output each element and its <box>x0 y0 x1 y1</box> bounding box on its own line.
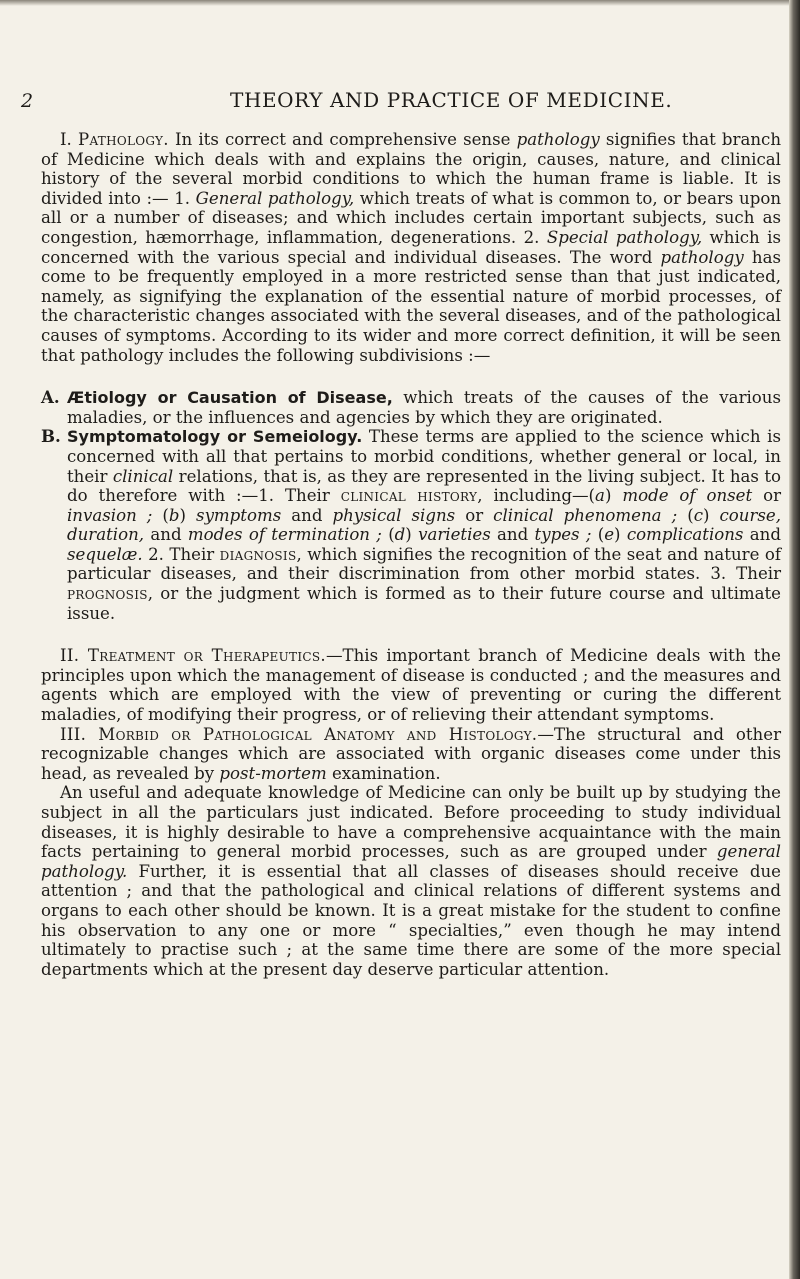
spacer <box>41 365 781 388</box>
paragraph-treatment: II. Treatment or Therapeutics.—This important branch of Medicine deals with the principles upon which the management of disease is conducted ; and the measures and agents which are employed with the view of preventing or curing the different maladies, of modifying their progress, or of relieving their attendant symptoms. <box>41 646 781 725</box>
spacer <box>41 623 781 646</box>
running-title: THEORY AND PRACTICE OF MEDICINE. <box>230 88 673 112</box>
paragraph-pathology: I. Pathology. In its correct and comprehensive sense pathology signifies that branch of Medicine which deals with and explains the origin, causes, nature, and clinical history of the several morbid conditions to which the human frame is liable. It is divided into :— 1. General pathology, which treats of what is common to, or bears upon all or a number of diseases; and which includes certain important subjects, such as congestion, hæmorrhage, inflammation, degenerations. 2. Special pathology, which is concerned with the various special and individual diseases. The word pathology has come to be frequently employed in a more restricted sense than that just indicated, namely, as signifying the explanation of the essential nature of morbid processes, of the characteristic changes associated with the several diseases, and of the pathological causes of symptoms. According to its wider and more correct definition, it will be seen that pathology includes the following subdivisions :— <box>41 130 782 365</box>
subsection-label-a: A. <box>41 387 60 408</box>
paragraph-morbid-anatomy: III. Morbid or Pathological Anatomy and Histology.—The structural and other recognizable changes which are associated with organic diseases come under this head, as revealed by post-mortem examination. <box>41 724 781 783</box>
subsection-label-b: B. <box>41 426 61 447</box>
subsection-symptomatology <box>41 427 781 623</box>
heading-pathology: Pathology. <box>77 130 169 149</box>
top-shadow <box>0 0 800 6</box>
running-header <box>0 86 800 116</box>
paragraph-closing: An useful and adequate knowledge of Medicine can only be built up by studying the subject in all the particulars just indicated. Before proceeding to study individual diseases, it is highly desirable to have a comprehensive acquaintance with the main facts pertaining to general morbid processes, such as are grouped under general pathology. Further, it is essential that all classes of diseases should receive due attention ; and that the pathological and clinical relations of different systems and organs to each other should be known. It is a great mistake for the student to confine his observation to any one or more “ specialties,” even though he may intend ultimately to practise such ; at the same time there are some of the more special departments which at the present day deserve particular attention. <box>41 783 781 979</box>
page-body <box>41 130 781 979</box>
paragraph-symptomatology: Symptomatology or Semeiology. These terms are applied to the science which is concerned with all that pertains to morbid conditions, whether general or local, in their clinical relations, that is, as they are represented in the living subject. It has to do therefore with :—1. Their clinical history, including—(a) mode of onset or invasion ; (b) symptoms and physical signs or clinical phenomena ; (c) course, duration, and modes of termination ; (d) varieties and types ; (e) complications and sequelæ. 2. Their diagnosis, which signifies the recognition of the seat and nature of particular diseases, and their discrimination from other morbid states. 3. Their prognosis, or the judgment which is formed as to their future course and ultimate issue. <box>67 427 782 623</box>
page-number: 2 <box>21 90 34 112</box>
heading-treatment: II. Treatment or Therapeutics. <box>60 646 326 666</box>
paragraph-aetiology: Ætiology or Causation of Disease, which treats of the causes of the various maladies, or the influences and agencies by which they are originated. <box>67 388 781 427</box>
heading-morbid-anatomy: III. Morbid or Pathological Anatomy and Histology. <box>60 724 538 744</box>
subsection-aetiology <box>41 388 781 427</box>
page-edge-shadow <box>789 0 800 1279</box>
heading-symptomatology: Symptomatology or Semeiology. <box>67 427 363 447</box>
heading-aetiology: Ætiology or Causation of Disease, <box>67 388 393 408</box>
